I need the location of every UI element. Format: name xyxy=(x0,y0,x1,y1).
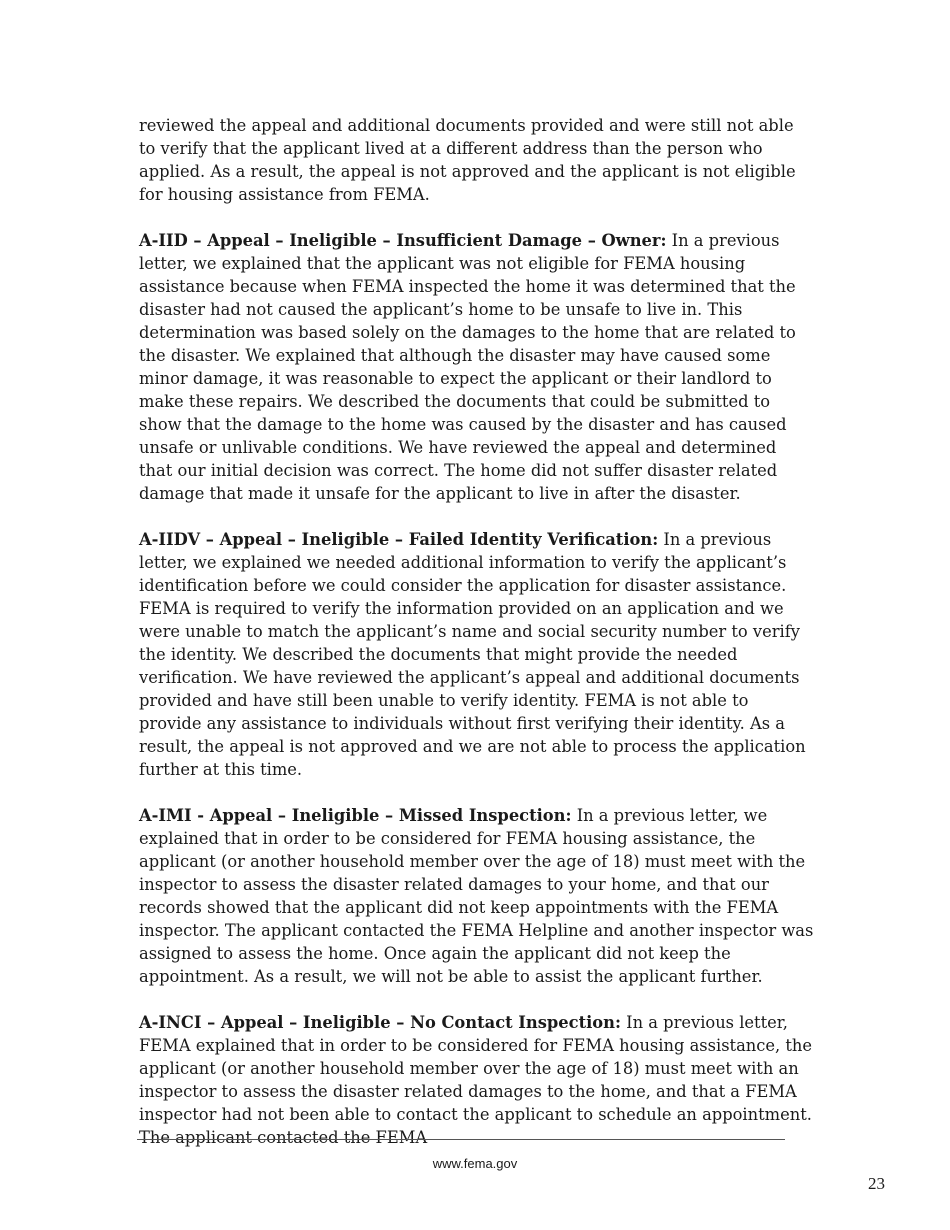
footer-divider xyxy=(137,1139,785,1140)
footer-url: www.fema.gov xyxy=(432,1156,518,1171)
document-body xyxy=(139,114,814,1172)
page-number: 23 xyxy=(868,1174,885,1193)
term-heading: A-IMI - Appeal – Ineligible – Missed Inspection: xyxy=(139,806,572,825)
paragraph-text: In a previous letter, we explained that in order to be considered for FEMA housing assistance, the applicant (or another household member over the age of 18) must meet with the inspector to assess the disaster related damages to your home, and that our records showed that the applicant did not keep appointments with the FEMA inspector. The applicant contacted the FEMA Helpline and another inspector was assigned to assess the home. Once again the applicant did not keep the appointment. As a result, we will not be able to assist the applicant further. xyxy=(139,806,814,986)
term-heading: A-INCI – Appeal – Ineligible – No Contact Inspection: xyxy=(139,1013,621,1032)
paragraph-a-iidv xyxy=(139,528,814,781)
term-heading: A-IID – Appeal – Ineligible – Insufficient Damage – Owner: xyxy=(139,231,667,250)
term-heading: A-IIDV – Appeal – Ineligible – Failed Identity Verification: xyxy=(139,530,659,549)
paragraph-text: In a previous letter, we explained we needed additional information to verify the applicant’s identification before we could consider the application for disaster assistance. FEMA is required to verify the information provided on an application and we were unable to match the applicant’s name and social security number to verify the identity. We described the documents that might provide the needed verification. We have reviewed the applicant’s appeal and additional documents provided and have still been unable to verify identity. FEMA is not able to provide any assistance to individuals without first verifying their identity. As a result, the appeal is not approved and we are not able to process the application further at this time. xyxy=(139,530,806,779)
paragraph-a-inci xyxy=(139,1011,814,1149)
paragraph-text: In a previous letter, FEMA explained that in order to be considered for FEMA housing assistance, the applicant (or another household member over the age of 18) must meet with an inspector to assess the disaster related damages to the home, and that a FEMA inspector had not been able to contact the applicant to schedule an appointment. The applicant contacted the FEMA xyxy=(139,1013,813,1147)
paragraph-a-imi xyxy=(139,804,814,988)
paragraph-text: In a previous letter, we explained that the applicant was not eligible for FEMA housing assistance because when FEMA inspected the home it was determined that the disaster had not caused the applicant’s home to be unsafe to live in. This determination was based solely on the damages to the home that are related to the disaster. We explained that although the disaster may have caused some minor damage, it was reasonable to expect the applicant or their landlord to make these repairs. We described the documents that could be submitted to show that the damage to the home was caused by the disaster and has caused unsafe or unlivable conditions. We have reviewed the appeal and determined that our initial decision was correct. The home did not suffer disaster related damage that made it unsafe for the applicant to live in after the disaster. xyxy=(139,231,796,503)
paragraph-a-iid xyxy=(139,229,814,505)
paragraph-continuation xyxy=(139,114,814,206)
paragraph-text: reviewed the appeal and additional documents provided and were still not able to verify that the applicant lived at a different address than the person who applied. As a result, the appeal is not approved and the applicant is not eligible for housing assistance from FEMA. xyxy=(139,116,796,204)
